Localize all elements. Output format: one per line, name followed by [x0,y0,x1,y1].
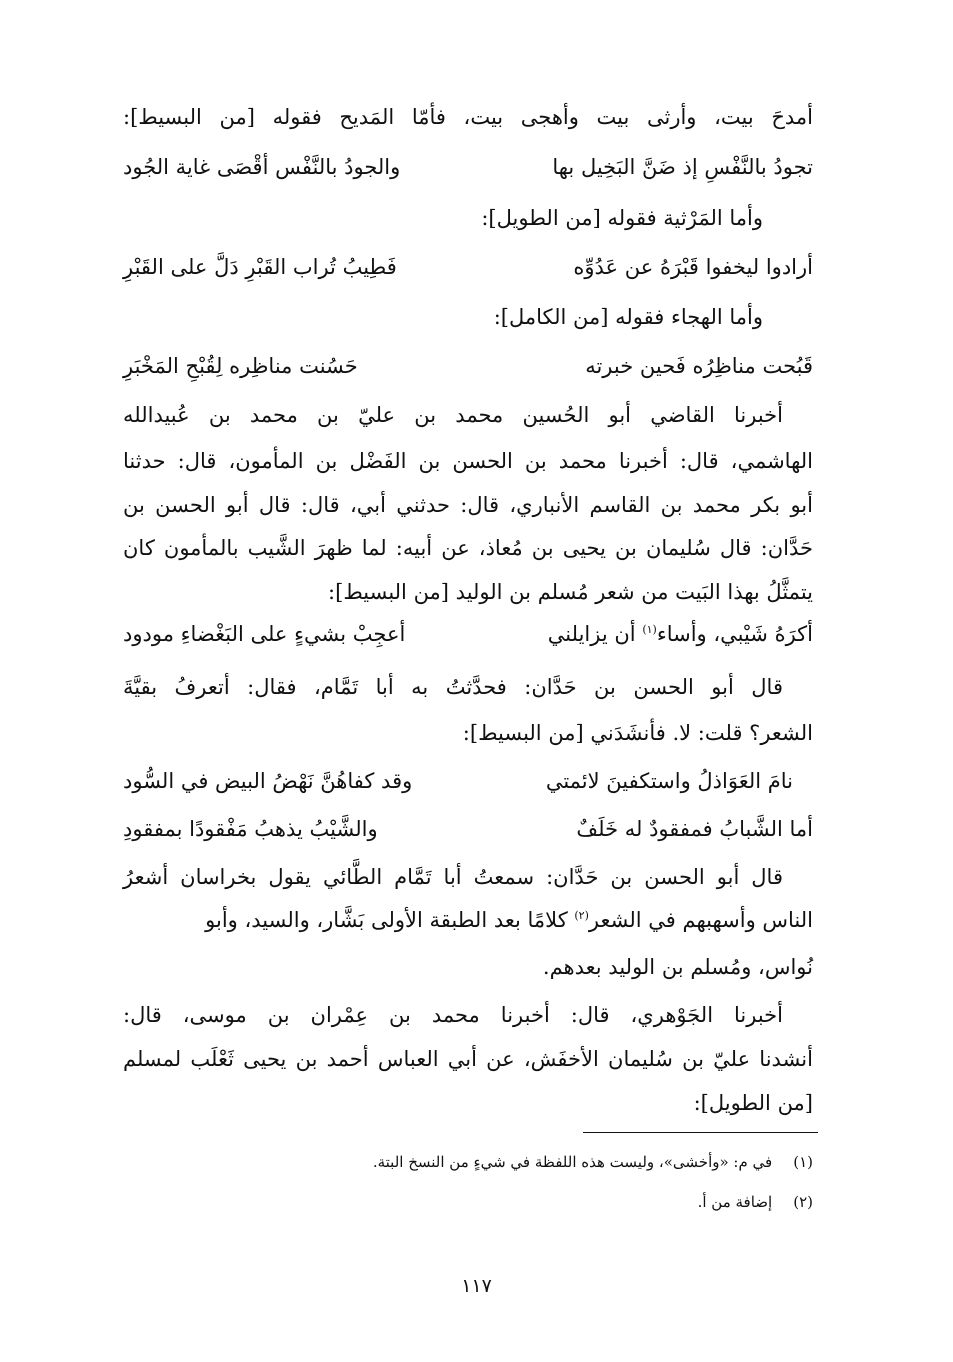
text-line: أخبرنا القاضي أبو الحُسين محمد بن عليّ بن محمد بن عُبيدالله [123,403,783,427]
verse [123,250,813,284]
text-line: أنشدنا عليّ بن سُليمان الأخفَش، عن أبي العباس أحمد بن يحيى ثَعْلَب لمسلم [123,1047,813,1071]
text-line: الناس وأسهبهم في الشعر$^{(٢)}$ كلامًا بعد الطبقة الأولى بَشَّار، والسيد، وأبو [205,908,813,932]
verse-first-hemistich: أرادوا ليخفوا قَبْرَهُ عن عَدُوِّه [573,255,813,279]
page-number: ١١٧ [461,1275,492,1297]
text-line: أخبرنا الجَوْهري، قال: أخبرنا محمد بن عِمْران بن موسى، قال: [123,1003,783,1027]
verse-second-hemistich: أعجِبْ بشيءٍ على البَغْضاءِ مودود [123,622,406,646]
verse [123,349,813,383]
text-line: وأما الهجاء فقوله [من الكامل]: [493,305,763,329]
text-line: حَدَّان: قال سُليمان بن يحيى بن مُعاذ، عن أبيه: لما ظهرَ الشَّيب بالمأمون كان [123,536,813,560]
text-line: قال أبو الحسن بن حَدَّان: سمعتُ أبا تَمَّام الطَّائي يقول بخراسان أشعرُ [123,865,783,889]
footnote-text: إضافة من أ. [697,1193,773,1211]
verse-second-hemistich: والجودُ بالنَّفْس أقْصَى غاية الجُود [123,155,401,179]
text-line: الشعر؟ قلت: لا. فأنشَدَني [من البسيط]: [462,721,813,745]
text-line: الهاشمي، قال: أخبرنا محمد بن الحسن بن الفَضْل بن المأمون، قال: حدثنا [123,449,813,473]
footnote [373,1150,813,1174]
footnote-text: في م: «وأخشى»، وليست هذه اللفظة في شيءٍ من النسخ البتة. [372,1153,773,1171]
verse [123,617,813,651]
verse [123,150,813,184]
footnote-number: (٢) [793,1193,813,1211]
verse-first-hemistich: أكرَهُ شَيْبي، وأساء$^{(١)}$ أن يزايلني [547,622,813,646]
text-line: أمدحَ بيت، وأرثى بيت وأهجى بيت، فأمّا المَديح فقوله [من البسيط]: [123,105,813,129]
text-line: نُواس، ومُسلم بن الوليد بعدهم. [542,955,813,979]
verse-second-hemistich: حَسُنت مناظِره لِقُبْحِ المَخْبَرِ [123,354,358,378]
footnote-divider [583,1132,818,1133]
verse-second-hemistich: والشَّيْبُ يذهبُ مَفْقودًا بمفقودِ [123,817,378,841]
verse-second-hemistich: فَطِيبُ تُراب القَبْرِ دَلَّ على القَبْرِ [123,255,397,279]
footnote-marker: (٢) [574,909,589,922]
verse-first-hemistich: تجودُ بالنَّفْسِ إذ ضَنَّ البَخِيل بها [552,155,813,179]
text-line: وأما المَرْثية فقوله [من الطويل]: [481,206,763,230]
verse-second-hemistich: وقد كفاهُنَّ نَهْضُ البيض في السُّود [123,769,413,793]
footnote-marker: (١) [642,623,657,636]
text-line: أبو بكر محمد بن القاسم الأنباري، قال: حدثني أبي، قال: قال أبو الحسن بن [123,493,813,517]
text-line: قال أبو الحسن بن حَدَّان: فحدَّثتُ به أبا تَمَّام، فقال: أتعرفُ بقيَّةَ [123,675,783,699]
text-line: [من الطويل]: [693,1091,813,1115]
verse [123,812,813,846]
verse-first-hemistich: نامَ العَوَاذلُ واستكفينَ لائمتي [545,769,793,793]
verse-first-hemistich: قَبُحت مناظِرُه فَحين خبرته [585,354,813,378]
text-line: يتمثَّلُ بهذا البَيت من شعر مُسلم بن الوليد [من البسيط]: [328,580,813,604]
verse-first-hemistich: أما الشَّبابُ فمفقودٌ له خَلَفٌ [576,817,813,841]
footnote [698,1190,813,1214]
footnote-number: (١) [793,1153,813,1171]
verse [123,764,793,798]
